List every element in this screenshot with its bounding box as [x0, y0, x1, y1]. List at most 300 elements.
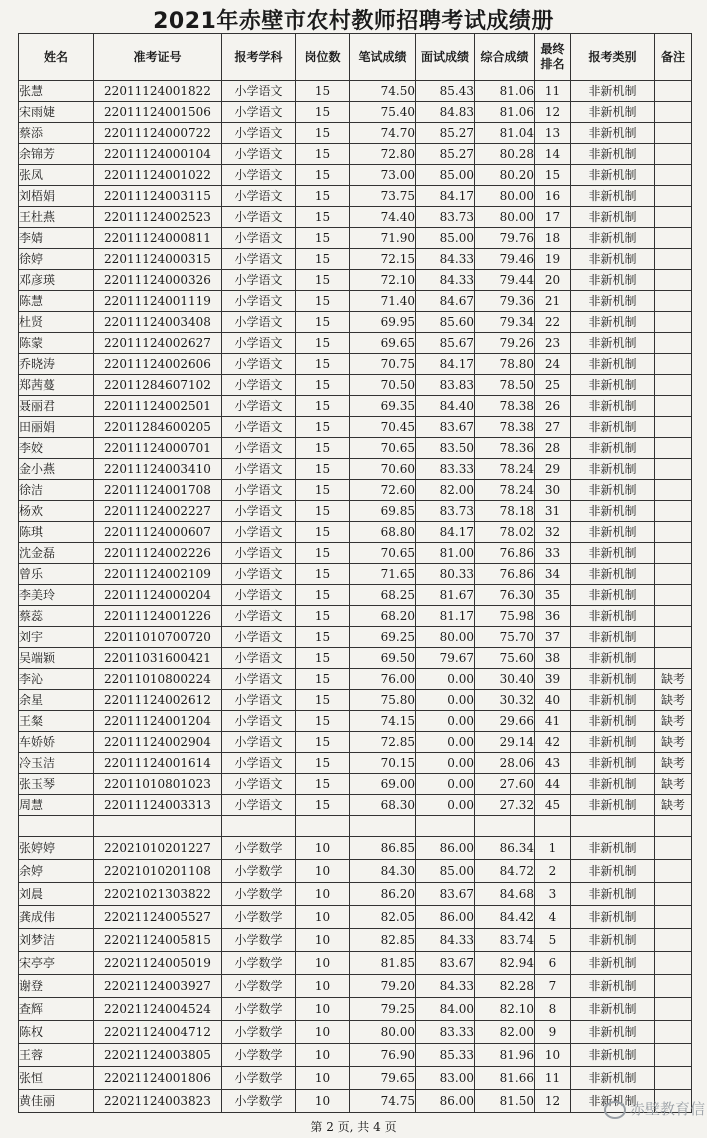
- cell-interview-score: 83.83: [416, 375, 475, 396]
- cell-subject: 小学语文: [222, 543, 296, 564]
- table-row: [19, 860, 692, 883]
- cell-subject: 小学语文: [222, 123, 296, 144]
- cell-category: 非新机制: [571, 501, 655, 522]
- cell-interview-score: 83.50: [416, 438, 475, 459]
- cell-remark: [655, 207, 692, 228]
- cell-posts: 10: [296, 1021, 350, 1044]
- cell-remark: 缺考: [655, 669, 692, 690]
- cell-posts: 10: [296, 952, 350, 975]
- cell-final-rank: 38: [535, 648, 571, 669]
- cell-remark: 缺考: [655, 711, 692, 732]
- cell-total-score: 30.40: [475, 669, 535, 690]
- cell-posts: 15: [296, 627, 350, 648]
- cell-name: 陈权: [19, 1021, 94, 1044]
- cell-interview-score: 84.67: [416, 291, 475, 312]
- cell-total-score: 78.80: [475, 354, 535, 375]
- table-row: [19, 690, 692, 711]
- cell-remark: [655, 975, 692, 998]
- cell-remark: [655, 291, 692, 312]
- cell-interview-score: 85.27: [416, 144, 475, 165]
- cell-written-score: 81.85: [350, 952, 416, 975]
- cell-posts: 15: [296, 333, 350, 354]
- cell-posts: 15: [296, 102, 350, 123]
- cell-name: 余锦芳: [19, 144, 94, 165]
- table-row: [19, 1067, 692, 1090]
- cell-remark: [655, 270, 692, 291]
- cell-name: 杨欢: [19, 501, 94, 522]
- cell-exam-id: 22021124005019: [94, 952, 222, 975]
- cell-total-score: 75.60: [475, 648, 535, 669]
- cell-exam-id: 22011124000811: [94, 228, 222, 249]
- cell-name: 张慧: [19, 81, 94, 102]
- cell-interview-score: 81.00: [416, 543, 475, 564]
- cell-exam-id: 22011124002501: [94, 396, 222, 417]
- cell-total-score: 82.28: [475, 975, 535, 998]
- cell-interview-score: 83.67: [416, 952, 475, 975]
- cell-interview-score: 0.00: [416, 690, 475, 711]
- table-row: [19, 648, 692, 669]
- cell-written-score: 72.80: [350, 144, 416, 165]
- cell-subject: 小学语文: [222, 480, 296, 501]
- cell-posts: 15: [296, 270, 350, 291]
- table-header-row: [19, 34, 692, 81]
- cell-written-score: 69.85: [350, 501, 416, 522]
- cell-name: 冷玉洁: [19, 753, 94, 774]
- cell-posts: 10: [296, 860, 350, 883]
- cell-subject: 小学数学: [222, 906, 296, 929]
- cell-final-rank: 23: [535, 333, 571, 354]
- cell-interview-score: 85.43: [416, 81, 475, 102]
- table-row: [19, 952, 692, 975]
- cell-written-score: 79.65: [350, 1067, 416, 1090]
- cell-posts: 15: [296, 711, 350, 732]
- cell-written-score: 70.75: [350, 354, 416, 375]
- cell-written-score: 76.00: [350, 669, 416, 690]
- cell-name: 刘宇: [19, 627, 94, 648]
- cell-final-rank: 21: [535, 291, 571, 312]
- cell-final-rank: 11: [535, 81, 571, 102]
- table-row: [19, 774, 692, 795]
- cell-subject: 小学数学: [222, 1021, 296, 1044]
- cell-name: 周慧: [19, 795, 94, 816]
- cell-final-rank: 7: [535, 975, 571, 998]
- cell-remark: [655, 396, 692, 417]
- cell-final-rank: 32: [535, 522, 571, 543]
- cell-remark: [655, 998, 692, 1021]
- header-name: 姓名: [19, 34, 94, 81]
- cell-total-score: 81.96: [475, 1044, 535, 1067]
- cell-posts: 10: [296, 906, 350, 929]
- cell-written-score: 70.65: [350, 543, 416, 564]
- cell-category: 非新机制: [571, 438, 655, 459]
- table-row: [19, 522, 692, 543]
- cell-name: 李婧: [19, 228, 94, 249]
- cell-remark: [655, 333, 692, 354]
- cell-total-score: 29.66: [475, 711, 535, 732]
- empty-cell: [535, 816, 571, 837]
- table-row: [19, 270, 692, 291]
- cell-written-score: 86.20: [350, 883, 416, 906]
- cell-category: 非新机制: [571, 606, 655, 627]
- cell-written-score: 68.80: [350, 522, 416, 543]
- cell-total-score: 78.36: [475, 438, 535, 459]
- cell-category: 非新机制: [571, 774, 655, 795]
- header-written-score: 笔试成绩: [350, 34, 416, 81]
- cell-posts: 15: [296, 459, 350, 480]
- cell-final-rank: 26: [535, 396, 571, 417]
- cell-interview-score: 84.33: [416, 249, 475, 270]
- cell-posts: 10: [296, 975, 350, 998]
- cell-exam-id: 22011124002109: [94, 564, 222, 585]
- cell-total-score: 29.14: [475, 732, 535, 753]
- table-row: [19, 438, 692, 459]
- cell-name: 王粲: [19, 711, 94, 732]
- cell-final-rank: 18: [535, 228, 571, 249]
- cell-exam-id: 22021124003927: [94, 975, 222, 998]
- cell-subject: 小学语文: [222, 312, 296, 333]
- cell-subject: 小学语文: [222, 417, 296, 438]
- cell-final-rank: 15: [535, 165, 571, 186]
- cell-subject: 小学语文: [222, 249, 296, 270]
- cell-remark: [655, 123, 692, 144]
- table-row: [19, 375, 692, 396]
- cell-final-rank: 9: [535, 1021, 571, 1044]
- cell-category: 非新机制: [571, 396, 655, 417]
- cell-written-score: 69.50: [350, 648, 416, 669]
- table-row: [19, 165, 692, 186]
- cell-subject: 小学语文: [222, 186, 296, 207]
- cell-name: 金小燕: [19, 459, 94, 480]
- cell-name: 谢登: [19, 975, 94, 998]
- cell-name: 沈金磊: [19, 543, 94, 564]
- watermark: [604, 1098, 705, 1119]
- cell-remark: [655, 312, 692, 333]
- cell-name: 刘梦洁: [19, 929, 94, 952]
- cell-exam-id: 22011010700720: [94, 627, 222, 648]
- cell-posts: 15: [296, 690, 350, 711]
- cell-category: 非新机制: [571, 144, 655, 165]
- cell-posts: 15: [296, 123, 350, 144]
- wechat-icon: [604, 1101, 626, 1119]
- cell-name: 张婷婷: [19, 837, 94, 860]
- cell-written-score: 76.90: [350, 1044, 416, 1067]
- table-row: [19, 480, 692, 501]
- cell-posts: 15: [296, 81, 350, 102]
- cell-written-score: 69.25: [350, 627, 416, 648]
- cell-name: 刘梧娟: [19, 186, 94, 207]
- cell-category: 非新机制: [571, 732, 655, 753]
- cell-written-score: 74.50: [350, 81, 416, 102]
- score-table: [18, 33, 692, 1113]
- cell-exam-id: 22011124003410: [94, 459, 222, 480]
- cell-final-rank: 19: [535, 249, 571, 270]
- cell-final-rank: 43: [535, 753, 571, 774]
- table-row: [19, 606, 692, 627]
- cell-exam-id: 22011124000326: [94, 270, 222, 291]
- header-interview-score: 面试成绩: [416, 34, 475, 81]
- cell-remark: [655, 952, 692, 975]
- cell-exam-id: 22011124001708: [94, 480, 222, 501]
- cell-written-score: 69.00: [350, 774, 416, 795]
- cell-remark: [655, 648, 692, 669]
- cell-exam-id: 22011010801023: [94, 774, 222, 795]
- cell-remark: 缺考: [655, 774, 692, 795]
- table-row: [19, 837, 692, 860]
- cell-category: 非新机制: [571, 669, 655, 690]
- cell-written-score: 82.05: [350, 906, 416, 929]
- cell-category: 非新机制: [571, 975, 655, 998]
- cell-subject: 小学语文: [222, 711, 296, 732]
- cell-posts: 15: [296, 753, 350, 774]
- cell-final-rank: 11: [535, 1067, 571, 1090]
- cell-category: 非新机制: [571, 929, 655, 952]
- cell-interview-score: 80.00: [416, 627, 475, 648]
- cell-name: 吴端颖: [19, 648, 94, 669]
- header-total-score: 综合成绩: [475, 34, 535, 81]
- cell-final-rank: 35: [535, 585, 571, 606]
- table-row: [19, 669, 692, 690]
- cell-subject: 小学数学: [222, 952, 296, 975]
- cell-interview-score: 84.40: [416, 396, 475, 417]
- cell-final-rank: 39: [535, 669, 571, 690]
- cell-total-score: 80.28: [475, 144, 535, 165]
- cell-final-rank: 22: [535, 312, 571, 333]
- cell-exam-id: 22021010201227: [94, 837, 222, 860]
- cell-written-score: 70.65: [350, 438, 416, 459]
- cell-interview-score: 85.00: [416, 228, 475, 249]
- cell-category: 非新机制: [571, 165, 655, 186]
- cell-interview-score: 85.00: [416, 165, 475, 186]
- cell-subject: 小学语文: [222, 333, 296, 354]
- cell-total-score: 82.00: [475, 1021, 535, 1044]
- cell-category: 非新机制: [571, 860, 655, 883]
- cell-subject: 小学语文: [222, 375, 296, 396]
- table-row: [19, 627, 692, 648]
- cell-exam-id: 22011124003408: [94, 312, 222, 333]
- cell-posts: 15: [296, 312, 350, 333]
- cell-posts: 15: [296, 606, 350, 627]
- cell-final-rank: 25: [535, 375, 571, 396]
- cell-interview-score: 84.33: [416, 270, 475, 291]
- cell-total-score: 81.66: [475, 1067, 535, 1090]
- cell-exam-id: 22011124002227: [94, 501, 222, 522]
- table-row: [19, 795, 692, 816]
- cell-category: 非新机制: [571, 459, 655, 480]
- cell-final-rank: 3: [535, 883, 571, 906]
- table-row: [19, 396, 692, 417]
- cell-written-score: 79.20: [350, 975, 416, 998]
- table-row: [19, 1090, 692, 1113]
- cell-category: 非新机制: [571, 1021, 655, 1044]
- cell-name: 蔡添: [19, 123, 94, 144]
- cell-total-score: 80.00: [475, 207, 535, 228]
- cell-remark: [655, 1021, 692, 1044]
- cell-interview-score: 83.00: [416, 1067, 475, 1090]
- cell-exam-id: 22011124001614: [94, 753, 222, 774]
- cell-remark: [655, 480, 692, 501]
- cell-posts: 10: [296, 837, 350, 860]
- cell-subject: 小学数学: [222, 860, 296, 883]
- cell-posts: 15: [296, 585, 350, 606]
- cell-final-rank: 30: [535, 480, 571, 501]
- empty-cell: [296, 816, 350, 837]
- cell-exam-id: 22011124000701: [94, 438, 222, 459]
- cell-category: 非新机制: [571, 81, 655, 102]
- cell-final-rank: 1: [535, 837, 571, 860]
- cell-interview-score: 86.00: [416, 906, 475, 929]
- cell-total-score: 80.20: [475, 165, 535, 186]
- header-category: 报考类别: [571, 34, 655, 81]
- cell-written-score: 68.20: [350, 606, 416, 627]
- table-row: [19, 102, 692, 123]
- cell-subject: 小学语文: [222, 438, 296, 459]
- cell-written-score: 69.95: [350, 312, 416, 333]
- cell-total-score: 84.68: [475, 883, 535, 906]
- cell-total-score: 79.76: [475, 228, 535, 249]
- cell-written-score: 74.75: [350, 1090, 416, 1113]
- cell-written-score: 71.65: [350, 564, 416, 585]
- cell-posts: 15: [296, 291, 350, 312]
- table-row: [19, 123, 692, 144]
- section-spacer-row: [19, 816, 692, 837]
- cell-category: 非新机制: [571, 480, 655, 501]
- cell-total-score: 79.46: [475, 249, 535, 270]
- cell-posts: 15: [296, 186, 350, 207]
- cell-remark: [655, 102, 692, 123]
- cell-name: 查辉: [19, 998, 94, 1021]
- cell-category: 非新机制: [571, 1044, 655, 1067]
- cell-total-score: 78.02: [475, 522, 535, 543]
- cell-subject: 小学数学: [222, 998, 296, 1021]
- cell-written-score: 73.75: [350, 186, 416, 207]
- cell-interview-score: 84.17: [416, 186, 475, 207]
- cell-written-score: 84.30: [350, 860, 416, 883]
- cell-posts: 10: [296, 883, 350, 906]
- table-row: [19, 732, 692, 753]
- cell-category: 非新机制: [571, 102, 655, 123]
- cell-total-score: 76.86: [475, 543, 535, 564]
- cell-remark: 缺考: [655, 690, 692, 711]
- cell-remark: [655, 543, 692, 564]
- cell-final-rank: 20: [535, 270, 571, 291]
- cell-written-score: 71.40: [350, 291, 416, 312]
- table-row: [19, 564, 692, 585]
- cell-exam-id: 22021124003805: [94, 1044, 222, 1067]
- cell-interview-score: 84.00: [416, 998, 475, 1021]
- cell-posts: 10: [296, 929, 350, 952]
- cell-subject: 小学语文: [222, 795, 296, 816]
- cell-subject: 小学语文: [222, 753, 296, 774]
- cell-category: 非新机制: [571, 711, 655, 732]
- cell-posts: 15: [296, 375, 350, 396]
- cell-final-rank: 33: [535, 543, 571, 564]
- cell-posts: 15: [296, 669, 350, 690]
- cell-name: 徐洁: [19, 480, 94, 501]
- cell-exam-id: 22011010800224: [94, 669, 222, 690]
- cell-exam-id: 22021124001806: [94, 1067, 222, 1090]
- cell-remark: [655, 249, 692, 270]
- cell-name: 李姣: [19, 438, 94, 459]
- cell-posts: 10: [296, 1090, 350, 1113]
- cell-total-score: 27.32: [475, 795, 535, 816]
- cell-name: 王杜燕: [19, 207, 94, 228]
- cell-final-rank: 40: [535, 690, 571, 711]
- cell-remark: [655, 883, 692, 906]
- cell-category: 非新机制: [571, 690, 655, 711]
- table-row: [19, 1021, 692, 1044]
- cell-category: 非新机制: [571, 1090, 655, 1113]
- cell-subject: 小学语文: [222, 627, 296, 648]
- cell-exam-id: 22011284607102: [94, 375, 222, 396]
- cell-total-score: 79.44: [475, 270, 535, 291]
- header-remark: 备注: [655, 34, 692, 81]
- cell-name: 余星: [19, 690, 94, 711]
- cell-written-score: 70.15: [350, 753, 416, 774]
- table-row: [19, 753, 692, 774]
- cell-exam-id: 22011124001204: [94, 711, 222, 732]
- cell-final-rank: 17: [535, 207, 571, 228]
- cell-name: 杜贤: [19, 312, 94, 333]
- cell-remark: [655, 417, 692, 438]
- cell-category: 非新机制: [571, 207, 655, 228]
- cell-subject: 小学语文: [222, 459, 296, 480]
- cell-written-score: 72.10: [350, 270, 416, 291]
- cell-written-score: 75.80: [350, 690, 416, 711]
- cell-remark: [655, 522, 692, 543]
- cell-total-score: 80.00: [475, 186, 535, 207]
- cell-total-score: 30.32: [475, 690, 535, 711]
- cell-exam-id: 22021124005815: [94, 929, 222, 952]
- cell-exam-id: 22021124003823: [94, 1090, 222, 1113]
- cell-written-score: 82.85: [350, 929, 416, 952]
- cell-subject: 小学数学: [222, 1090, 296, 1113]
- cell-final-rank: 41: [535, 711, 571, 732]
- cell-subject: 小学语文: [222, 270, 296, 291]
- cell-subject: 小学语文: [222, 81, 296, 102]
- table-row: [19, 312, 692, 333]
- cell-posts: 10: [296, 998, 350, 1021]
- cell-final-rank: 6: [535, 952, 571, 975]
- cell-subject: 小学语文: [222, 690, 296, 711]
- cell-subject: 小学语文: [222, 354, 296, 375]
- cell-interview-score: 86.00: [416, 837, 475, 860]
- cell-name: 陈琪: [19, 522, 94, 543]
- cell-exam-id: 22011124000315: [94, 249, 222, 270]
- cell-remark: [655, 186, 692, 207]
- cell-category: 非新机制: [571, 228, 655, 249]
- cell-final-rank: 13: [535, 123, 571, 144]
- cell-written-score: 74.15: [350, 711, 416, 732]
- cell-exam-id: 22011124002612: [94, 690, 222, 711]
- cell-name: 聂丽君: [19, 396, 94, 417]
- cell-remark: [655, 375, 692, 396]
- cell-remark: [655, 1044, 692, 1067]
- cell-remark: [655, 1067, 692, 1090]
- cell-total-score: 83.74: [475, 929, 535, 952]
- cell-posts: 15: [296, 249, 350, 270]
- cell-posts: 15: [296, 165, 350, 186]
- cell-category: 非新机制: [571, 270, 655, 291]
- cell-subject: 小学语文: [222, 564, 296, 585]
- cell-written-score: 69.65: [350, 333, 416, 354]
- cell-interview-score: 85.33: [416, 1044, 475, 1067]
- cell-subject: 小学语文: [222, 144, 296, 165]
- cell-remark: [655, 165, 692, 186]
- table-row: [19, 144, 692, 165]
- cell-total-score: 78.24: [475, 459, 535, 480]
- cell-name: 郑茜蔓: [19, 375, 94, 396]
- cell-posts: 15: [296, 564, 350, 585]
